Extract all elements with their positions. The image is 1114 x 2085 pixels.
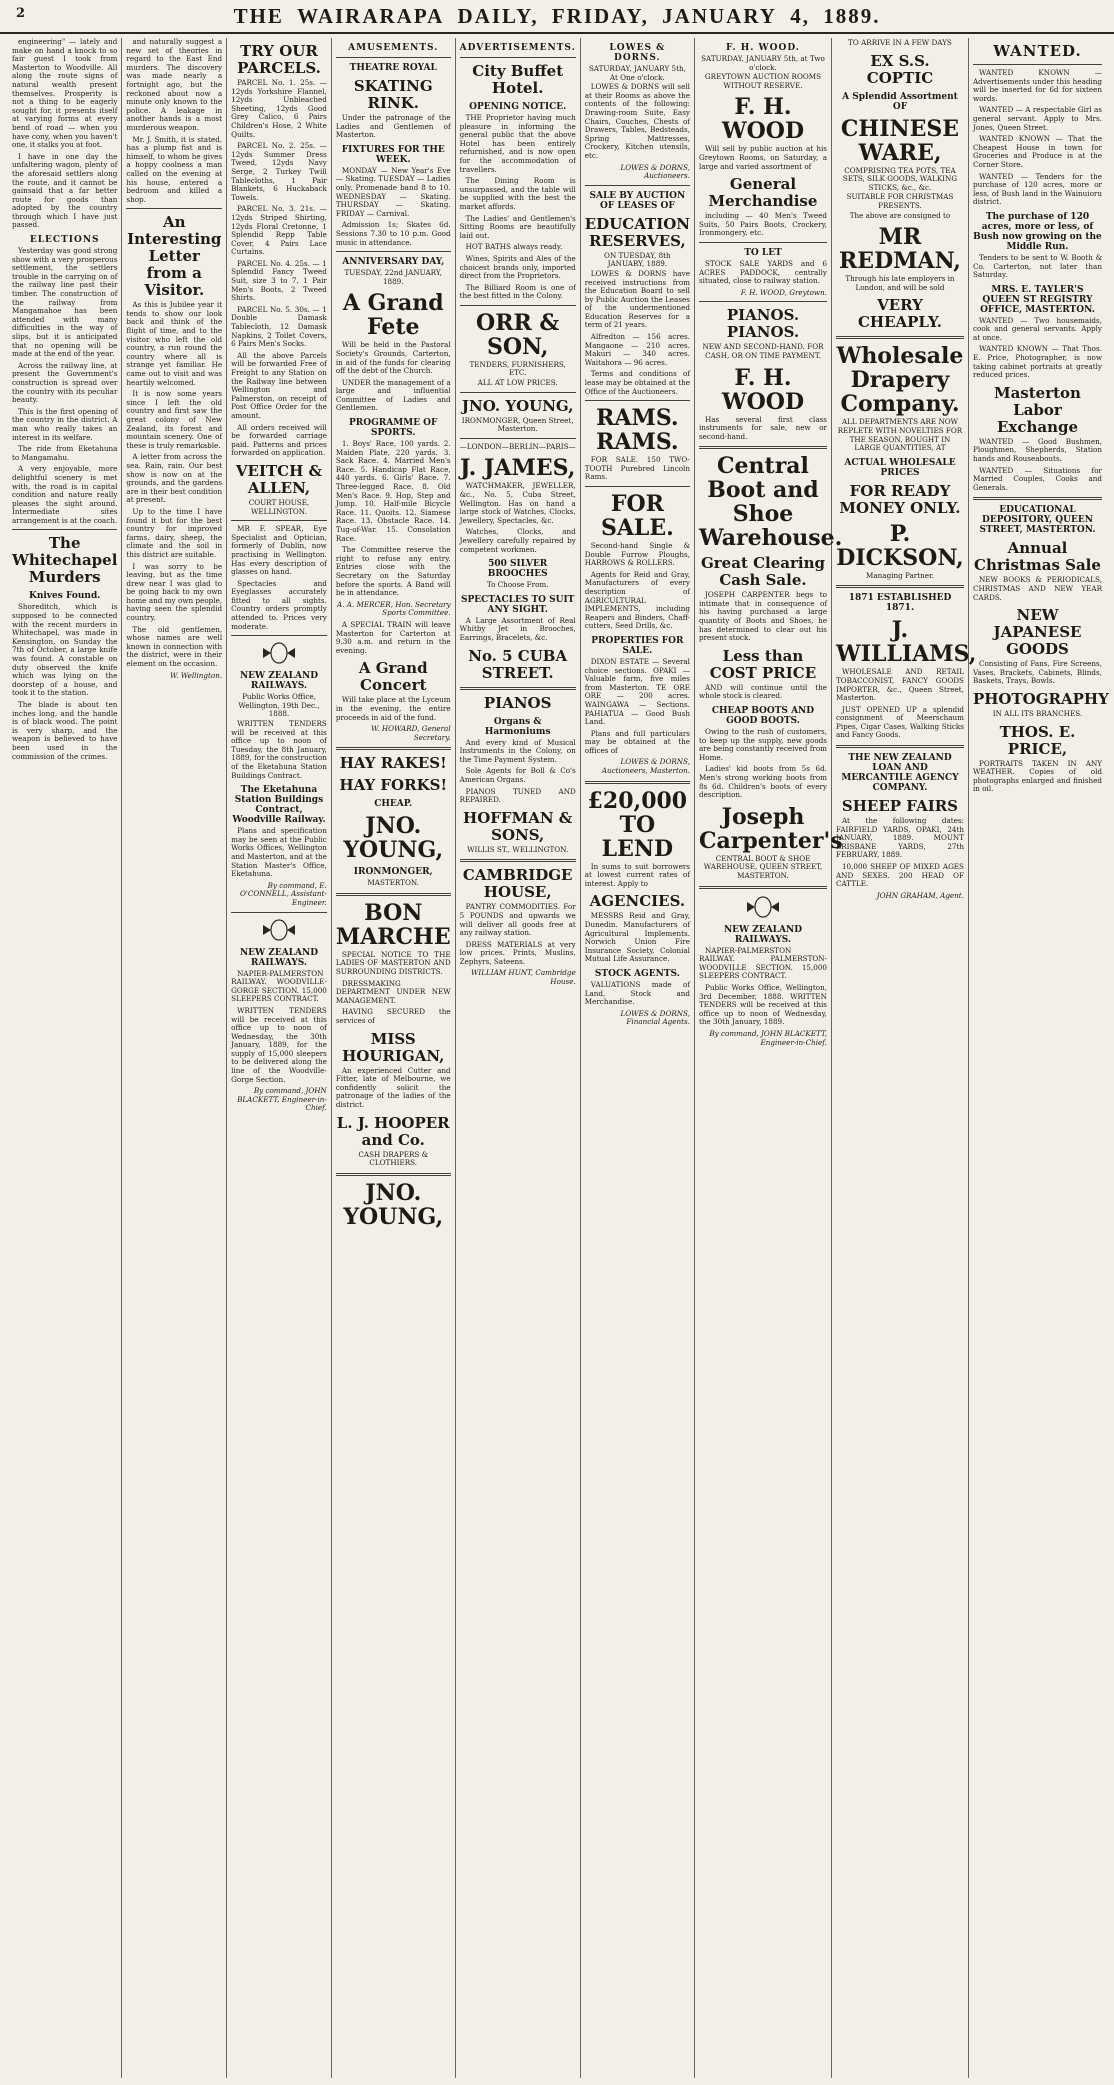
article-paragraph: As this is Jubilee year it tends to show our look back and think of the flight of time, and to the visitor who left the old country, a run round the country where all is strange yet familiar. He came out to visit and was heartily welcomed. (126, 300, 223, 387)
ad-line: ALL DEPARTMENTS ARE NOW REPLETE WITH NOVELTIES FOR THE SEASON, BOUGHT IN LARGE QUANTITIES, AT (837, 417, 963, 453)
ad-line: TENDERS, FURNISHERS, ETC. (469, 359, 566, 378)
signature: W. Wellington. (170, 670, 223, 680)
ad-headline: EDUCATIONAL DEPOSITORY, QUEEN STREET, MASTERTON. (979, 505, 1096, 536)
ad-line: The Billiard Room is one of the best fitted in the Colony. (459, 282, 576, 301)
ad-line: The above are consigned to (849, 210, 951, 220)
section-heading: LOWES & DORNS. (609, 43, 666, 63)
ad-line: PARCEL No. 1. 25s. — 12yds Yorkshire Flannel, 12yds Unbleached Sheeting, 12yds Good Grey Calico, 6 Pairs Children's Hose, 2 White Quilts. (231, 78, 327, 139)
ad-headline: SHEEP FAIRS (841, 797, 959, 816)
crest-icon (259, 917, 299, 943)
divider (336, 893, 451, 896)
ad-headline: NEW ZEALAND RAILWAYS. (239, 947, 319, 968)
ad-line: TO ARRIVE IN A FEW DAYS (848, 38, 952, 47)
ad-headline: STOCK AGENTS. (594, 969, 680, 979)
ad-headline: MR REDMAN, (839, 224, 961, 275)
divider (585, 185, 690, 186)
signature: LOWES & DORNS, Auctioneers, Masterton. (601, 757, 690, 776)
ad-headline: AGENCIES. (589, 892, 686, 911)
ad-headline: BON MARCHE (335, 899, 451, 950)
article-headline: The Whitechapel Murders (12, 534, 118, 587)
ad-headline: CAMBRIDGE HOUSE, (462, 866, 573, 902)
ad-line: CASH DRAPERS & CLOTHIERS. (358, 1149, 429, 1168)
ad-line: WRITTEN TENDERS will be received at this office up to noon of Tuesday, the 8th January, 1889, for the construction of the Eketahuna Station Buildings Contract. (231, 719, 327, 780)
ad-line: PANTRY COMMODITIES. For 5 POUNDS and upwards we will deliver all goods free at any railway station. (459, 902, 576, 938)
ad-address: COURT HOUSE, WELLINGTON. (248, 497, 310, 516)
article-paragraph: engineering" — lately and make on hand a knock to so fair guest I took from Masterton to Woodville. All along the route signs of natural wealth present themselves. Prosperity is not a thing to be eagerly sought for, it presents itself at varying forms at every bend of road — when you have cony, when you haven't one, it stalks you at foot. (12, 37, 118, 150)
ad-headline: J. JAMES, (459, 455, 576, 482)
ad-headline: Less than COST PRICE (709, 646, 817, 682)
divider (231, 912, 327, 913)
ad-headline: 500 SILVER BROOCHES (487, 559, 548, 580)
ad-line: DRESS MATERIALS at very low prices. Prints, Muslins, Zephyrs, Sateens. (459, 939, 576, 966)
divider (336, 57, 451, 58)
ad-headline: THE NEW ZEALAND LOAN AND MERCANTILE AGENCY COMPANY. (841, 753, 959, 794)
ad-headline: Organs & Harmoniums (484, 716, 551, 737)
ad-headline: Masterton Labor Exchange (993, 383, 1081, 436)
ad-headline: THEATRE ROYAL (349, 63, 437, 73)
article-paragraph: The blade is about ten inches long, and the handle is of black wood. The point is very sharp, and the weapon is believed to have been used in the commission of the crimes. (12, 700, 118, 761)
classified-ad: WANTED KNOWN — That Thos. E. Price, Photographer, is now taking cabinet portraits at greatly reduced prices. (972, 344, 1102, 380)
ad-line: PARCEL No. 4. 25s. — 1 Splendid Fancy Tweed Suit, size 3 to 7, 1 Pair Men's Boots, 2 Tweed Shirts. (231, 258, 327, 303)
ad-headline: General Merchandise (708, 175, 818, 211)
ad-line: WILLIS ST., WELLINGTON. (467, 844, 569, 854)
section-heading: WANTED. (993, 42, 1082, 60)
ad-headline: TO LET (744, 247, 782, 258)
ad-line: GREYTOWN AUCTION ROOMS WITHOUT RESERVE. (704, 72, 822, 90)
divider (699, 301, 827, 302)
ad-line: In sums to suit borrowers at lowest current rates of interest. Apply to (584, 861, 690, 888)
ad-line: PARCEL No. 3. 21s. — 12yds Striped Shirting, 12yds Floral Cretonne, 1 Splendid Repp Table Cover, 4 Pairs Lace Curtains. (231, 204, 327, 257)
ad-line: DIXON ESTATE — Several choice sections. OPAKI — Valuable farm, five miles from Masterton. TE ORE ORE — 200 acres. WAINGAWA — Sections. PAHIATUA — Good Bush Land. (584, 656, 690, 727)
ad-headline: L. J. HOOPER and Co. (336, 1113, 450, 1149)
ad-line: Owing to the rush of customers, to keep up the supply, new goods are being constantly received from Home. (698, 727, 827, 762)
ad-line: SUITABLE FOR CHRISTMAS PRESENTS. (846, 192, 954, 210)
divider (231, 635, 327, 636)
ad-date: SATURDAY, JANUARY 5th, At One o'clock. (588, 64, 686, 82)
ad-line: PIANOS TUNED AND REPAIRED. (459, 786, 576, 805)
ad-headline: PHOTOGRAPHY (972, 689, 1109, 708)
ad-line: Terms and conditions of lease may be obtained at the Office of the Auctioneers. (584, 369, 690, 396)
column-9 (969, 38, 1109, 2078)
divider (836, 745, 964, 748)
divider (460, 687, 576, 690)
page-number: 2 (16, 6, 26, 21)
signature: JOHN GRAHAM, Agent. (876, 890, 964, 900)
ad-line: 10,000 SHEEP OF MIXED AGES AND SEXES. 200 HEAD OF CATTLE. (835, 862, 964, 889)
ad-headline: SPECTACLES TO SUIT ANY SIGHT. (460, 594, 575, 615)
ad-headline: P. DICKSON, (836, 520, 964, 571)
divider (836, 585, 964, 588)
section-heading: ELECTIONS (29, 235, 100, 246)
ad-headline: FIXTURES FOR THE WEEK. (341, 144, 445, 165)
ad-headline: EX S.S. COPTIC (866, 51, 934, 87)
ad-line: NAPIER-PALMERSTON RAILWAY. WOODVILLE-GORGE SECTION. 15,000 SLEEPERS CONTRACT. (231, 968, 327, 1004)
ad-line: SPECIAL NOTICE TO THE LADIES OF MASTERTON AND SURROUNDING DISTRICTS. (335, 949, 451, 977)
ad-headline: HOFFMAN & SONS, (463, 808, 573, 844)
classified-ad: Tenders to be sent to W. Booth & Co. Carterton, not later than Saturday. (972, 252, 1102, 280)
ad-line: PARCEL No. 5. 30s. — 1 Double Damask Tablecloth, 12 Damask Napkins, 2 Toilet Covers, 6 Pairs Men's Socks. (231, 304, 327, 349)
column-2 (122, 38, 227, 2078)
ad-headline: Central Boot and Shoe Warehouse. (698, 453, 843, 552)
ad-line: Managing Partner. (866, 570, 934, 580)
ad-line: CENTRAL BOOT & SHOE WAREHOUSE, QUEEN STREET, MASTERTON. (703, 853, 823, 880)
ad-headline: CHINESE WARE, (840, 115, 960, 166)
ad-headline: Great Clearing Cash Sale. (700, 554, 825, 590)
ad-line: WHOLESALE AND RETAIL TOBACCONIST, FANCY GOODS IMPORTER, &c., Queen Street, Masterton. (835, 667, 964, 703)
ad-headline: The Eketahuna Station Buildings Contract, Woodville Railway. (232, 785, 326, 826)
ad-line: The Committee reserve the right to refuse any entry. Entries close with the Secretary on the Saturday before the sports. A Band will be in attendance. (335, 545, 451, 598)
ad-headline: A Grand Concert (358, 659, 428, 695)
ad-line: MONDAY — New Year's Eve — Skating. TUESDAY — Ladies only. Promenade band 8 to 10. WEDNESDAY — Skating. THURSDAY — Skating. FRIDAY — Carnival. (335, 165, 451, 218)
ad-line: MESSRS Reid and Gray, Dunedin. Manufacturers of Agricultural Implements. Norwich Union Fire Insurance Society. Colonial Mutual Life Assurance. (584, 911, 690, 964)
divider (460, 859, 576, 862)
signature: By command, JOHN BLACKETT, Engineer-in-Chief. (709, 1028, 827, 1047)
ad-line: DRESSMAKING DEPARTMENT UNDER NEW MANAGEMENT. (335, 978, 451, 1005)
ad-headline: A Grand Fete (342, 290, 444, 341)
classified-ad: WANTED — A respectable Girl as general servant. Apply to Mrs. Jones, Queen Street. (972, 105, 1102, 132)
ad-line: To Choose From. (486, 580, 549, 590)
article-paragraph: The ride from Eketahuna to Mangamahu. (12, 444, 118, 462)
ad-line: AND will continue until the whole stock is cleared. (698, 682, 827, 701)
ad-line: VALUATIONS made of Land, Stock and Merchandise. (584, 980, 690, 1007)
newspaper-columns (8, 37, 1109, 2078)
ad-headline: CHEAP. (374, 799, 413, 810)
title-word: 4, (790, 4, 810, 28)
divider (460, 305, 576, 306)
ad-date: ON TUESDAY, 8th JANUARY, 1889. (604, 250, 671, 269)
column-7 (695, 38, 843, 2078)
ad-date: SATURDAY, JANUARY 5th, at Two o'clock. (701, 54, 825, 72)
ad-line: HAVING SECURED the services of (335, 1007, 451, 1026)
ad-line: NEW AND SECOND-HAND. FOR CASH, OR ON TIME PAYMENT. (702, 342, 824, 360)
ad-line: Will be held in the Pastoral Society's Grounds, Carterton, in aid of the funds for clearing off the debt of the Church. (335, 340, 451, 376)
article-paragraph: I was sorry to be leaving, but as the time drew near I was glad to be going back to my own home and my own people, having seen the splendid country. (126, 561, 223, 623)
column-1 (8, 38, 122, 2078)
ad-headline: JNO. YOUNG, (343, 1179, 444, 1230)
ad-line: Ladies' kid boots from 5s 6d. Men's strong working boots from 8s 6d. Children's boots of every description. (698, 764, 827, 800)
ad-line: At the following dates: FAIRFIELD YARDS, OPAKI, 24th JANUARY, 1889. MOUNT BRISBANE YARDS, 27th FEBRUARY, 1889. (835, 816, 964, 860)
ad-line: Will take place at the Lyceum in the evening, the entire proceeds in aid of the fund. (335, 695, 451, 722)
title-word: WAIRARAPA (297, 4, 445, 28)
divider (699, 242, 827, 243)
ad-line: including — 40 Men's Tweed Suits, 50 Pairs Boots, Crockery, Ironmongery, etc. (698, 211, 827, 238)
article-paragraph: It is now some years since I left the old country and first saw the great colony of New Zealand, its forest and mountain scenery. One of these is truly remarkable. (126, 389, 223, 450)
ad-headline: MRS. E. TAYLER'S QUEEN ST REGISTRY OFFICE, MASTERTON. (980, 284, 1095, 315)
ad-line: And every kind of Musical Instruments in the Colony, on the Time Payment System. (459, 737, 576, 764)
column-6 (581, 38, 695, 2078)
article-paragraph: and naturally suggest a new set of theories in regard to the East End murders. The discovery was made nearly a fortnight ago, but the reckoned about now a minute only known to the police. A leakage in another hands is a most murderous weapon. (126, 37, 223, 132)
signature: LOWES & DORNS, Financial Agents. (620, 1008, 690, 1027)
ad-line: Through his late employers in London, and will be sold (845, 274, 955, 292)
divider (12, 529, 117, 530)
ad-line: THE Proprietor having much pleasure in informing the general public that the above Hotel has been entirely refurnished, and is now open for the accommodation of travellers. (459, 113, 576, 174)
ad-line: Watches, Clocks, and Jewellery carefully repaired by competent workmen. (459, 527, 576, 554)
ad-line: The Dining Room is unsurpassed, and the table will be supplied with the best the market affords. (459, 176, 576, 211)
ad-line: MASTERTON. (367, 878, 420, 888)
ad-headline: ACTUAL WHOLESALE PRICES (844, 457, 956, 478)
crest-icon (743, 894, 783, 920)
ad-headline: IRONMONGER, (353, 867, 433, 878)
ad-headline: NEW ZEALAND RAILWAYS. (239, 671, 319, 692)
ad-line: LOWES & DORNS have received instructions from the Education Board to sell by Public Auction the Leases of the undermentioned Education Reserves for a term of 21 years. (584, 268, 690, 330)
ad-line: JOSEPH CARPENTER begs to intimate that in consequence of his having purchased a large quantity of Boots and Shoes, he has determined to clear out his present stock. (698, 590, 827, 643)
divider (973, 64, 1102, 65)
ad-line: Under the patronage of the Ladies and Gentlemen of Masterton. (335, 113, 451, 140)
article-paragraph: Yesterday was good strong show with a very prosperous settlement, the settlers trouble in the carrying on of the railway line past their timber. The construction of the railway from Mangamahoe has been attended with many difficulties in the way of slips, but it is anticipated that no opening will be made at the end of the year. (12, 246, 118, 359)
classified-ad: WANTED — Tenders for the purchase of 120 acres, more or less, of Bush land in the Wainuioru district. (972, 171, 1102, 207)
column-5 (456, 38, 581, 2078)
ad-headline: THOS. E. PRICE, (999, 722, 1076, 758)
ad-headline: PROGRAMME OF SPORTS. (349, 418, 438, 439)
ad-line: IN ALL ITS BRANCHES. (992, 708, 1083, 718)
signature: WILLIAM HUNT, Cambridge House. (470, 968, 576, 987)
ad-headline: Joseph Carpenter's (698, 803, 843, 854)
ad-line: JUST OPENED UP a splendid consignment of Meerschaum Pipes, Cigar Cases, Walking Sticks and Fancy Goods. (835, 704, 964, 740)
classified-ad: WANTED KNOWN — That the Cheapest House in town for Groceries and Produce is at the Corner Store. (972, 134, 1102, 169)
ad-line: —LONDON—BERLIN—PARIS— (459, 441, 576, 451)
ad-headline: RAMS. RAMS. (596, 405, 679, 456)
ad-date: TUESDAY, 22nd JANUARY, 1889. (344, 268, 442, 286)
article-paragraph: This is the first opening of the country in the district. A man who really takes an interest in its welfare. (12, 406, 118, 442)
section-heading: AMUSEMENTS. (348, 43, 439, 53)
ad-line: COMPRISING TEA POTS, TEA SETS, SILK GOODS, WALKING STICKS, &c., &c. (842, 165, 958, 192)
divider (585, 400, 690, 401)
ad-line: A SPECIAL TRAIN will leave Masterton for Carterton at 9.30 a.m. and return in the evening. (335, 619, 451, 655)
ad-line: Plans and specification may be seen at the Public Works Offices, Wellington and Masterton, and at the Station Master's Office, Eketahuna. (231, 826, 327, 879)
article-paragraph: Across the railway line, at present the Government's construction is spread over the country with its peculiar beauty. (12, 360, 118, 405)
divider (585, 781, 690, 784)
divider (460, 438, 576, 439)
title-word: THE (233, 4, 284, 28)
divider (336, 1173, 451, 1176)
ad-line: Has several first class instruments for sale, new or second-hand. (698, 414, 827, 441)
ad-line: Public Works Office, Wellington, 19th Dec., 1888. (238, 692, 320, 719)
title-word: FRIDAY, (551, 4, 649, 28)
ad-line: HOT BATHS always ready. (465, 242, 563, 252)
ad-headline: VERY CHEAPLY. (857, 296, 942, 332)
ad-line: LOWES & DORNS will sell at their Rooms as above the contents of the following: Drawing-room Suite, Easy Chairs, Couches, Chests of Drawers, Tables, Bedsteads, Spring Mattresses, Crockery, Kitchen utensils, etc. (584, 82, 690, 160)
ad-line: A Large Assortment of Real Whitby Jet in Brooches, Earrings, Bracelets, &c. (459, 615, 576, 642)
signature: By command, E. O'CONNELL, Assistant-Engineer. (239, 880, 327, 907)
ad-headline: Annual Christmas Sale (974, 539, 1101, 575)
ad-line: Sole Agents for Boll & Co's American Organs. (459, 766, 576, 784)
ad-headline: Wholesale Drapery Company. (836, 343, 964, 418)
ad-line: Wines, Spirits and Ales of the choicest brands only, imported direct from the Proprietors. (459, 253, 576, 281)
ad-line: NEW BOOKS & PERIODICALS, CHRISTMAS AND NEW YEAR CARDS. (972, 575, 1102, 602)
section-heading: F. H. WOOD. (726, 43, 800, 53)
ad-headline: A Splendid Assortment OF (842, 91, 958, 112)
ad-line: Second-hand Single & Double Furrow Ploughs, HARROWS & ROLLERS. (584, 541, 690, 568)
ad-line: Agents for Reid and Gray, Manufacturers of every description of AGRICULTURAL IMPLEMENTS, including Reapers and Binders, Chaff-cutters, Seed Drills, &c. (584, 569, 690, 631)
article-paragraph: The old gentlemen, whose names are well known in connection with the district, were in their element on the occasion. (126, 624, 223, 669)
ad-line: IRONMONGER, Queen Street, Masterton. (461, 415, 574, 434)
divider (460, 57, 576, 58)
ad-headline: FOR READY MONEY ONLY. (839, 481, 961, 517)
ad-line: The Ladies' and Gentlemen's Sitting Rooms are beautifully laid out. (459, 213, 576, 240)
signature: A. A. MERCER, Hon. Secretary Sports Committee. (337, 599, 451, 618)
ad-headline: TRY OUR PARCELS. (237, 42, 321, 77)
ad-firm-name: VEITCH & ALLEN, (235, 461, 323, 497)
classified-ad: WANTED — Good Bushmen, Ploughmen, Shepherds, Station hands and Rouseabouts. (972, 436, 1102, 464)
ad-headline: NEW ZEALAND RAILWAYS. (723, 924, 803, 945)
ad-headline: PROPERTIES FOR SALE. (591, 635, 684, 656)
title-word: 1889. (823, 4, 881, 28)
ad-headline: PIANOS (483, 693, 552, 712)
ad-line: Spectacles and Eyeglasses accurately fitted to all sights. Country orders promptly attended to. Prices very moderate. (231, 578, 327, 631)
newspaper-title (0, 4, 1114, 29)
ad-headline: PIANOS. PIANOS. (726, 306, 800, 342)
ad-headline: OPENING NOTICE. (469, 102, 567, 112)
ad-headline: NEW JAPANESE GOODS (993, 606, 1082, 659)
article-paragraph: A letter from across the sea. Rain, rain. Our best show is now on at the grounds, and the gardens are in their best condition at present. (126, 452, 223, 505)
ad-line: WATCHMAKER, JEWELLER, &c., No. 5, Cuba Street, Wellington. Has on hand a large stock of Watches, Clocks, Jewellery, Spectacles, &c. (459, 481, 576, 525)
divider (699, 446, 827, 449)
ad-headline: HAY RAKES! (339, 754, 447, 773)
ad-headline: 1871 ESTABLISHED 1871. (848, 593, 952, 614)
ad-line: WRITTEN TENDERS will be received at this office up to noon of Wednesday, the 30th January, 1889, for the supply of 15,000 sleepers to be delivered along the line of the Woodville-Gorge Section. (231, 1005, 327, 1084)
ad-line: MR F. SPEAR, Eye Specialist and Optician, formerly of Dublin, now practising in Wellington. Has every description of glasses on hand. (231, 524, 327, 577)
ad-headline: HAY FORKS! (339, 776, 448, 795)
article-subheadline: Knives Found. (29, 591, 101, 602)
ad-line: Plans and full particulars may be obtained at the offices of (584, 728, 690, 755)
ad-line: 1. Boys' Race, 100 yards. 2. Maiden Plate, 220 yards. 3. Sack Race. 4. Married Men's Race. 5. Handicap Flat Race, 440 yards. 6. Girls' Race. 7. Three-legged Race. 8. Old Men's Race. 9. Hop, Step and Jump. 10. Half-mile Bicycle Race. 11. Quoits. 12. Siamese Race. 13. Obstacle Race. 14. Tug-of-War. 15. Consolation Race. (335, 439, 451, 543)
ad-line: STOCK SALE YARDS and 6 ACRES PADDOCK, centrally situated, close to railway station. (698, 258, 827, 286)
ad-line: All the above Parcels will be forwarded Free of Freight to any Station on the Railway line between Wellington and Palmerston, on receipt of Post Office Order for the amount. (231, 350, 327, 420)
column-8 (832, 38, 977, 2078)
crest-icon (259, 640, 299, 666)
ad-line: PORTRAITS TAKEN IN ANY WEATHER. Copies of old photographs enlarged and finished in oil. (972, 758, 1102, 794)
divider (585, 486, 690, 487)
column-4 (332, 38, 456, 2078)
signature: LOWES & DORNS, Auctioneers. (620, 162, 690, 181)
ad-headline: EDUCATION RESERVES, (584, 214, 690, 250)
ad-headline: ORR & SON, (476, 309, 560, 360)
ad-line: All orders received will be forwarded carriage paid. Patterns and prices forwarded on application. (231, 422, 327, 458)
article-paragraph: Mr. J. Smith, it is stated, has a plump fist and is himself, to whom he gives a hoppy coolness a man called on the evening at his house, entered a bedroom and killed a shop. (126, 134, 223, 204)
ad-headline: F. H. WOOD (721, 94, 805, 145)
divider (336, 251, 451, 252)
article-paragraph: Shoreditch, which is supposed to be connected with the recent murders in Whitechapel, was made in Kensington, on Sunday the 7th of October, a large knife was found. A constable on duty observed the knife which was lying on the doorstep of a house, and took it to the station. (12, 602, 118, 698)
signature: F. H. WOOD, Greytown. (740, 287, 827, 297)
article-paragraph: Up to the time I have found it but for the best country for improved farms, dairy, sheep, the climate and the soil in this district are suitable. (126, 506, 223, 559)
article-paragraph: A very enjoyable, more delightful scenery is met with, the road is in capital condition and nature really pleases the sight around. Intermediate sites arrangement is at the coach. (12, 464, 118, 525)
ad-headline: F. H. WOOD (721, 364, 805, 415)
ad-headline: SALE BY AUCTION OF LEASES OF (589, 190, 686, 211)
ad-line: Consisting of Fans, Fire Screens, Vases, Brackets, Cabinets, Blinds, Baskets, Trays, Bowls. (972, 659, 1102, 686)
ad-headline: The purchase of 120 acres, more or less, of Bush now growing on the Middle Run. (973, 211, 1102, 252)
ad-headline: ANNIVERSARY DAY, (342, 257, 445, 268)
ad-headline: CHEAP BOOTS AND GOOD BOOTS. (711, 706, 815, 727)
masthead (0, 0, 1114, 34)
ad-headline: City Buffet Hotel. (472, 62, 564, 97)
divider (126, 208, 222, 209)
ad-line: ALL AT LOW PRICES. (477, 378, 558, 388)
ad-line: PARCEL No. 2. 25s. — 12yds Summer Dress Tweed, 12yds Navy Serge, 2 Turkey Twill Tablecloths, 1 Pair Blankets, 6 Huckaback Towels. (231, 141, 327, 202)
article-paragraph: I have in one day the unfaltering wagon, plenty of the aforesaid settlers along the route, and it cannot be gainsaid that a far better route for goods than adopted by the country through which I have just passed. (12, 151, 118, 230)
article-headline: An Interesting Letter from a Visitor. (127, 213, 222, 300)
classified-ad: WANTED — Situations for Married Couples, Cooks and Generals. (972, 465, 1102, 492)
ad-line: UNDER the management of a large and influential Committee of Ladies and Gentlemen. (335, 377, 451, 413)
title-word: JANUARY (662, 4, 777, 28)
ad-line: Alfredton — 156 acres. Mangaone — 210 acres. Makuri — 340 acres. Waitahora — 96 acres. (584, 332, 690, 367)
ad-headline: MISS HOURIGAN, (342, 1029, 445, 1065)
column-3 (227, 38, 332, 2078)
ad-line: Public Works Office, Wellington, 3rd December, 1888. WRITTEN TENDERS will be received at this office up to noon of Wednesday, the 30th January, 1889. (698, 982, 827, 1027)
ad-headline: JNO. YOUNG, (461, 396, 574, 415)
ad-headline: FOR SALE. (600, 491, 674, 541)
divider (836, 336, 964, 339)
ad-line: NAPIER-PALMERSTON RAILWAY. PALMERSTON-WOODVILLE SECTION. 15,000 SLEEPERS CONTRACT. (698, 945, 827, 981)
signature: By command, JOHN BLACKETT, Engineer-in-Chief. (237, 1086, 327, 1113)
ad-line: An experienced Cutter and Fitter, late of Melbourne, we confidently solicit the patronage of the ladies of the district. (335, 1065, 451, 1109)
divider (336, 747, 451, 750)
divider (231, 520, 327, 521)
classified-ad: WANTED KNOWN — Advertisements under this heading will be inserted for 6d for sixteen words. (972, 68, 1102, 103)
ad-headline: SKATING RINK. (353, 77, 433, 112)
title-word: DAILY, (457, 4, 539, 28)
ad-line: Admission 1s; Skates 6d. Sessions 7.30 to 10 p.m. Good music in attendance. (335, 220, 451, 247)
ad-line: Will sell by public auction at his Greytown Rooms, on Saturday, a large and varied assortment of (698, 144, 827, 171)
divider (460, 392, 576, 393)
ad-headline: J. WILLIAMS, (835, 617, 977, 668)
ad-line: FOR SALE. 150 TWO-TOOTH Purebred Lincoln Rams. (584, 455, 690, 482)
signature: W. HOWARD, General Secretary. (371, 724, 451, 742)
classified-ad: WANTED — Two housemaids, cook and general servants. Apply at once. (972, 315, 1102, 342)
divider (699, 886, 827, 889)
ad-headline: JNO. YOUNG, (343, 813, 444, 864)
ad-headline: No. 5 CUBA STREET. (468, 646, 568, 682)
ad-headline: £20,000 TO LEND (587, 787, 688, 862)
section-heading: ADVERTISEMENTS. (459, 43, 576, 53)
divider (973, 497, 1102, 500)
